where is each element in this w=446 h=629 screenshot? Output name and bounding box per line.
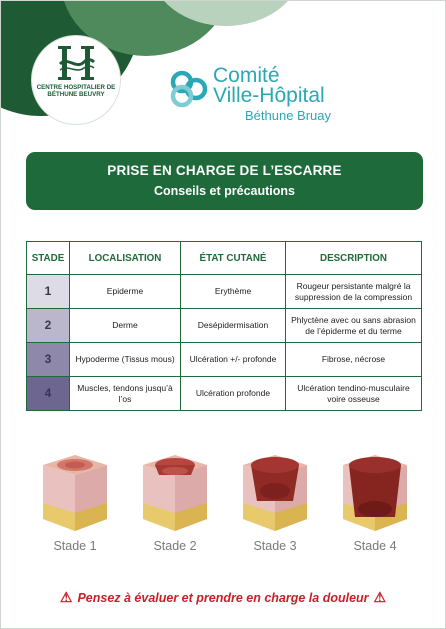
table-row [27,275,422,309]
page-title: PRISE EN CHARGE DE L’ESCARRE [107,163,342,178]
stages-table [26,241,422,411]
header-etat: ÉTAT CUTANÉ [181,242,286,275]
org-name-line1: Comité [213,64,280,87]
localisation-cell: Epiderme [70,275,181,309]
stage-4-illustration [335,451,415,553]
hospital-h-icon [54,44,98,82]
stage-label: Stade 4 [353,539,397,553]
description-cell: Fibrose, nécrose [286,343,422,377]
org-name-line3: Béthune Bruay [245,108,332,123]
header-localisation: LOCALISATION [70,242,181,275]
stade-number: 2 [27,309,70,343]
stage-label: Stade 3 [253,539,297,553]
stage-2-illustration [135,451,215,553]
table-row [27,309,422,343]
page-subtitle: Conseils et précautions [153,184,295,198]
header-description: DESCRIPTION [286,242,422,275]
hospital-logo-text: CENTRE HOSPITALIER DE BÉTHUNE BEUVRY [36,84,116,98]
stade-number: 1 [27,275,70,309]
table-row [27,343,422,377]
description-cell: Phlyctène avec ou sans abrasion de l’épiderme et du terme [286,309,422,343]
stage-illustrations [35,451,419,561]
table-header-row [27,242,422,275]
etat-cell: Ulcération +/- profonde [181,343,286,377]
localisation-cell: Muscles, tendons jusqu’à l’os [70,377,181,411]
warning-triangle-icon: ⚠ [373,589,387,605]
description-cell: Ulcération tendino-musculaire voire osseuse [286,377,422,411]
skin-block-stage1-icon [35,451,115,533]
comite-rings-icon [169,69,211,109]
skin-block-stage2-icon [135,451,215,533]
stage-label: Stade 1 [53,539,97,553]
etat-cell: Desépidermisation [181,309,286,343]
etat-cell: Ulcération profonde [181,377,286,411]
stade-number: 3 [27,343,70,377]
etat-cell: Erythème [181,275,286,309]
warning-text: Pensez à évaluer et prendre en charge la douleur [77,591,369,605]
header-stade: STADE [27,242,70,275]
table-row [27,377,422,411]
skin-block-stage3-icon [235,451,315,533]
stade-number: 4 [27,377,70,411]
title-banner [26,152,423,210]
stage-1-illustration [35,451,115,553]
localisation-cell: Hypoderme (Tissus mous) [70,343,181,377]
stage-3-illustration [235,451,315,553]
warning-triangle-icon: ⚠ [59,589,73,605]
org-name-line2: Ville-Hôpital [213,84,325,107]
hospital-logo [31,35,121,125]
description-cell: Rougeur persistante malgré la suppression de la compression [286,275,422,309]
stage-label: Stade 2 [153,539,197,553]
skin-block-stage4-icon [335,451,415,533]
localisation-cell: Derme [70,309,181,343]
pain-warning [1,589,445,606]
